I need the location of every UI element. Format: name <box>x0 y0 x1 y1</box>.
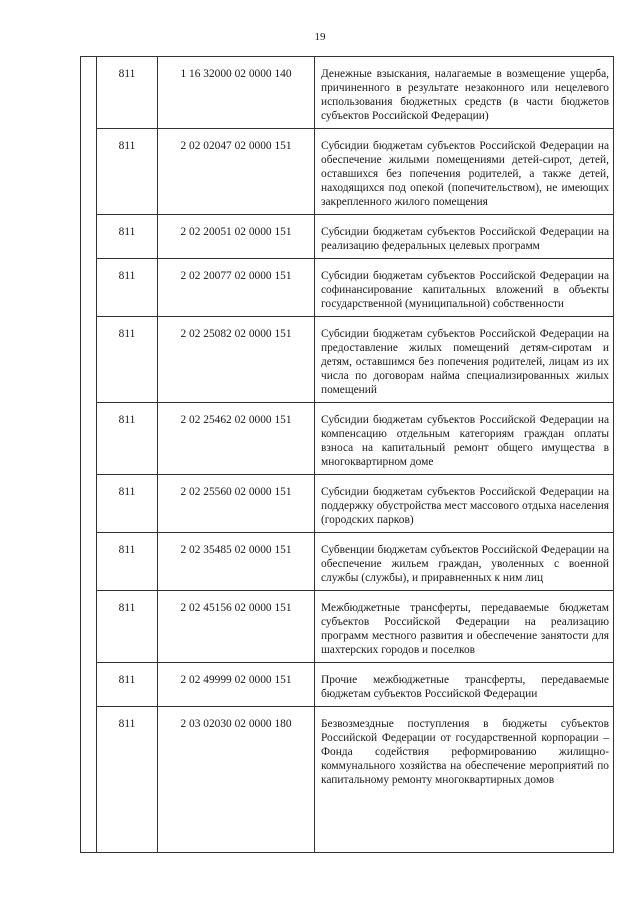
table-row <box>81 533 614 591</box>
description-cell: Субсидии бюджетам субъектов Российской Федерации на поддержку обустройства мест массового отдыха населения (городских парков) <box>315 475 614 533</box>
table-row <box>81 663 614 707</box>
classification-code-cell: 2 02 20077 02 0000 151 <box>158 259 315 317</box>
classification-code-cell: 2 02 49999 02 0000 151 <box>158 663 315 707</box>
description-cell: Безвозмездные поступления в бюджеты субъектов Российской Федерации от государственной корпорации – Фонда содействия реформированию жилищно-коммунального хозяйства на обеспечение мероприятий по капитальному ремонту многоквартирных домов <box>315 707 614 853</box>
table-row <box>81 403 614 475</box>
classification-code-cell: 2 02 35485 02 0000 151 <box>158 533 315 591</box>
description-cell: Субсидии бюджетам субъектов Российской Федерации на софинансирование капитальных вложений в объекты государственной (муниципальной) собственности <box>315 259 614 317</box>
description-cell: Субсидии бюджетам субъектов Российской Федерации на реализацию федеральных целевых программ <box>315 215 614 259</box>
admin-code-cell: 811 <box>97 259 158 317</box>
table-row <box>81 475 614 533</box>
classification-code-cell: 1 16 32000 02 0000 140 <box>158 57 315 129</box>
admin-code-cell: 811 <box>97 475 158 533</box>
admin-code-cell: 811 <box>97 591 158 663</box>
admin-code-cell: 811 <box>97 403 158 475</box>
admin-code-cell: 811 <box>97 663 158 707</box>
description-cell: Прочие межбюджетные трансферты, передаваемые бюджетам субъектов Российской Федерации <box>315 663 614 707</box>
admin-code-cell: 811 <box>97 533 158 591</box>
table-row <box>81 129 614 215</box>
classification-code-cell: 2 02 45156 02 0000 151 <box>158 591 315 663</box>
classification-code-cell: 2 02 02047 02 0000 151 <box>158 129 315 215</box>
table-row <box>81 259 614 317</box>
admin-code-cell: 811 <box>97 129 158 215</box>
blank-column <box>81 57 97 853</box>
table-row <box>81 591 614 663</box>
admin-code-cell: 811 <box>97 317 158 403</box>
description-cell: Субсидии бюджетам субъектов Российской Федерации на предоставление жилых помещений детям-сиротам и детям, оставшимся без попечения родителей, лицам из их числа по договорам найма специализированных жилых помещений <box>315 317 614 403</box>
table-row <box>81 317 614 403</box>
classification-code-cell: 2 02 25082 02 0000 151 <box>158 317 315 403</box>
description-cell: Субвенции бюджетам субъектов Российской Федерации на обеспечение жильем граждан, уволенных с военной службы (службы), и приравненных к ним лиц <box>315 533 614 591</box>
admin-code-cell: 811 <box>97 215 158 259</box>
table-row <box>81 215 614 259</box>
description-cell: Субсидии бюджетам субъектов Российской Федерации на компенсацию отдельным категориям граждан оплаты взноса на капитальный ремонт общего имущества в многоквартирном доме <box>315 403 614 475</box>
classification-code-cell: 2 02 25462 02 0000 151 <box>158 403 315 475</box>
classification-code-cell: 2 02 25560 02 0000 151 <box>158 475 315 533</box>
description-cell: Межбюджетные трансферты, передаваемые бюджетам субъектов Российской Федерации на реализацию программ местного развития и обеспечение занятости для шахтерских городов и поселков <box>315 591 614 663</box>
admin-code-cell: 811 <box>97 707 158 853</box>
page-number: 19 <box>314 31 326 43</box>
admin-code-cell: 811 <box>97 57 158 129</box>
classification-code-cell: 2 03 02030 02 0000 180 <box>158 707 315 853</box>
description-cell: Денежные взыскания, налагаемые в возмещение ущерба, причиненного в результате незаконного или нецелевого использования бюджетных средств (в части бюджетов субъектов Российской Федерации) <box>315 57 614 129</box>
table-row <box>81 707 614 853</box>
description-cell: Субсидии бюджетам субъектов Российской Федерации на обеспечение жилыми помещениями детей-сирот, детей, оставшихся без попечения родителей, а также детей, находящихся под опекой (попечительством), не имеющих закрепленного жилого помещения <box>315 129 614 215</box>
classification-code-cell: 2 02 20051 02 0000 151 <box>158 215 315 259</box>
budget-classification-table <box>80 56 614 853</box>
table-row <box>81 57 614 129</box>
